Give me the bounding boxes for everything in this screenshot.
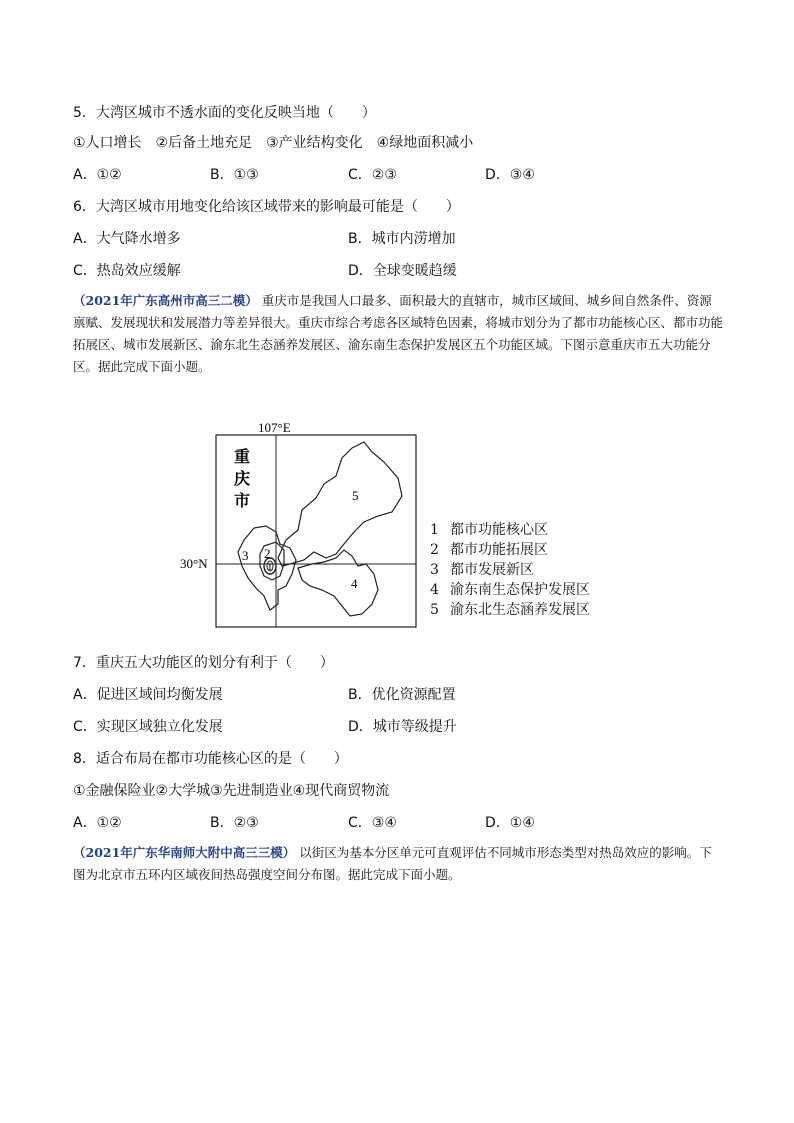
region-number-1: 1 bbox=[267, 561, 273, 573]
q5-option-d: D．③④ bbox=[485, 167, 535, 183]
q6-stem: 6．大湾区城市用地变化给该区域带来的影响最可能是（ ） bbox=[73, 199, 460, 215]
q6-option-d: D．全球变暖趋缓 bbox=[348, 263, 457, 279]
q7-stem: 7．重庆五大功能区的划分有利于（ ） bbox=[73, 655, 334, 671]
source-tag-2: （2021年广东华南师大附中高三三模） bbox=[73, 845, 296, 860]
region-number-4: 4 bbox=[351, 576, 358, 591]
q5-option-a: A．①② bbox=[73, 167, 122, 183]
longitude-label: 107°E bbox=[258, 420, 291, 435]
city-label-3: 市 bbox=[234, 491, 251, 510]
q8-option-a: A．①② bbox=[73, 815, 122, 831]
q5-stem: 5．大湾区城市不透水面的变化反映当地（ ） bbox=[73, 105, 376, 121]
source-passage-1 bbox=[73, 290, 723, 378]
q6-option-c: C．热岛效应缓解 bbox=[73, 263, 181, 279]
legend-item: 4 渝东南生态保护发展区 bbox=[430, 582, 590, 598]
city-label-2: 庆 bbox=[234, 469, 251, 488]
legend-item: 3 都市发展新区 bbox=[430, 562, 534, 578]
legend-item: 2 都市功能拓展区 bbox=[430, 542, 548, 558]
legend-item: 5 渝东北生态涵养发展区 bbox=[430, 602, 590, 618]
q7-option-b: B．优化资源配置 bbox=[348, 687, 456, 703]
map-legend bbox=[430, 520, 590, 620]
q8-stem: 8．适合布局在都市功能核心区的是（ ） bbox=[73, 751, 348, 767]
q8-option-c: C．③④ bbox=[348, 815, 397, 831]
q7-option-d: D．城市等级提升 bbox=[348, 719, 457, 735]
city-label-1: 重 bbox=[234, 447, 251, 466]
q8-option-d: D．①④ bbox=[485, 815, 535, 831]
legend-item: 1 都市功能核心区 bbox=[430, 522, 548, 538]
source-passage-2 bbox=[73, 842, 723, 886]
region-5-outline bbox=[278, 442, 402, 566]
q7-option-a: A．促进区域间均衡发展 bbox=[73, 687, 223, 703]
q5-option-c: C．②③ bbox=[348, 167, 397, 183]
latitude-label: 30°N bbox=[180, 556, 208, 571]
region-number-5: 5 bbox=[352, 488, 359, 503]
q7-option-c: C．实现区域独立化发展 bbox=[73, 719, 223, 735]
q5-option-b: B．①③ bbox=[210, 167, 259, 183]
chongqing-zones-map bbox=[180, 418, 418, 630]
q8-choices: ①金融保险业②大学城③先进制造业④现代商贸物流 bbox=[73, 783, 390, 799]
region-number-2: 2 bbox=[264, 546, 271, 561]
region-4-outline bbox=[298, 550, 378, 616]
source-tag-1: （2021年广东高州市高三二模） bbox=[73, 293, 258, 308]
region-number-3: 3 bbox=[242, 548, 249, 563]
q6-option-a: A．大气降水增多 bbox=[73, 231, 181, 247]
source-text-1: 重庆市是我国人口最多、面积最大的直辖市，城市区域间、城乡间自然条件、资源禀赋、发展现状和发展潜力等差异很大。重庆市综合考虑各区域特色因素，将城市划分为了都市功能核心区、都市功能拓展区、城市发展新区、渝东北生态涵养发展区、渝东南生态保护发展区五个功能区域。下图示意重庆市五大功能分区。据此完成下面小题。 bbox=[73, 293, 724, 374]
source-text-2: 以街区为基本分区单元可直观评估不同城市形态类型对热岛效应的影响。下图为北京市五环内区域夜间热岛强度空间分布图。据此完成下面小题。 bbox=[73, 845, 712, 882]
q8-option-b: B．②③ bbox=[210, 815, 259, 831]
q6-option-b: B．城市内涝增加 bbox=[348, 231, 456, 247]
q5-choices: ①人口增长 ②后备土地充足 ③产业结构变化 ④绿地面积减小 bbox=[73, 135, 474, 151]
